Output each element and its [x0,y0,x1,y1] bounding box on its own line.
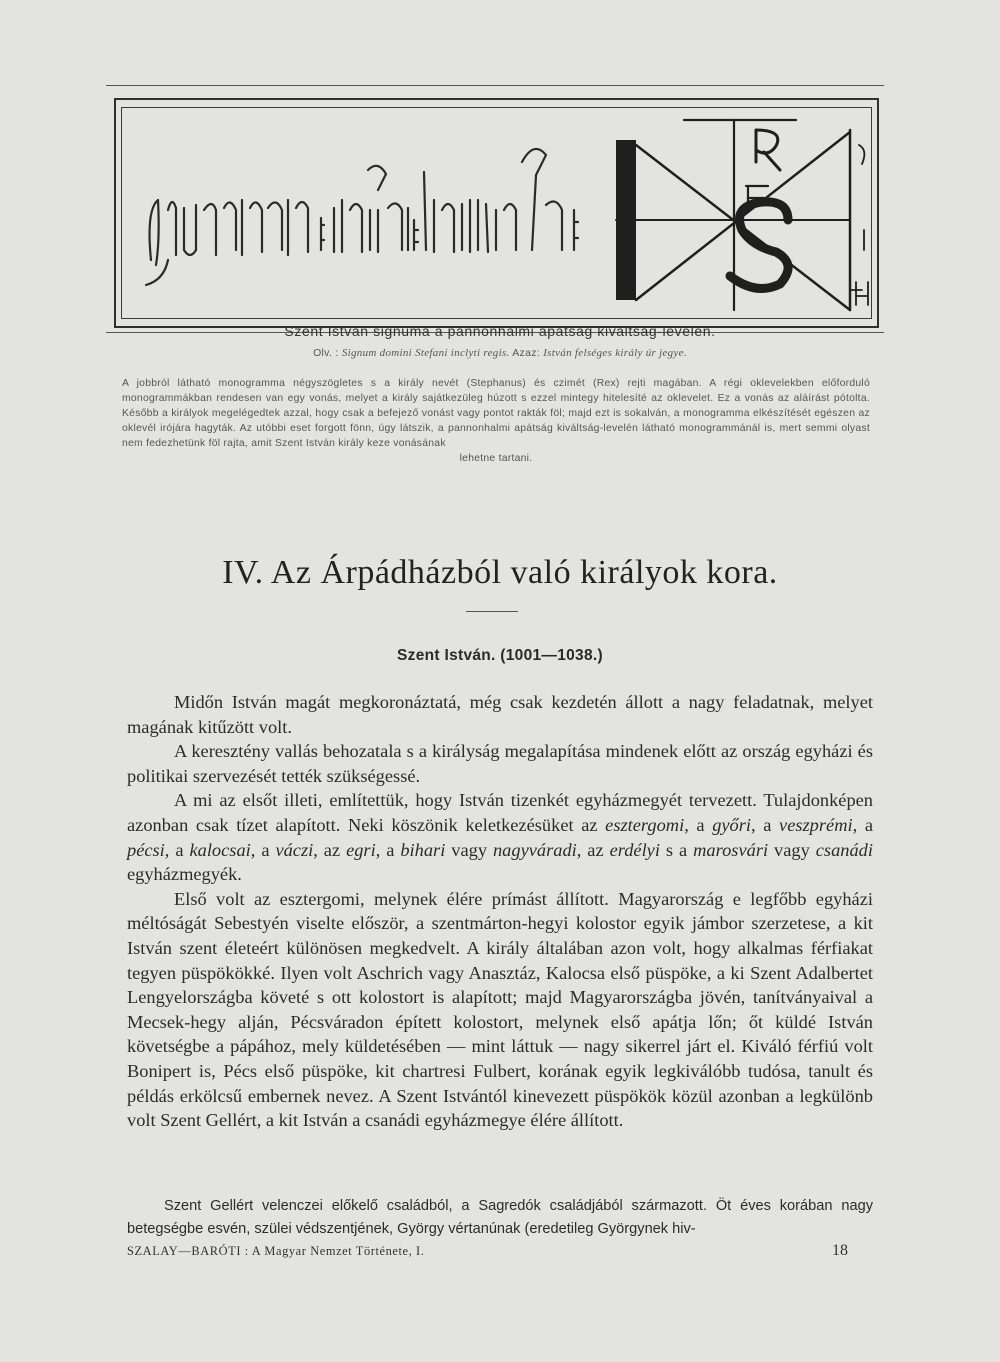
signum-figure [114,98,879,328]
paragraph-5: Szent Gellért velenczei előkelő családból, a Sagredók családjából származott. Öt éves korában nagy betegségbe esvén, szülei védszentjének, György vértanúnak (eredetileg Györgynek hiv- [127,1198,873,1237]
diocese-name: váczi [275,839,314,860]
signum-monogram-illustration [116,100,881,330]
diocese-name: csanádi [815,839,873,860]
diocese-name: nagyváradi [492,839,577,860]
figure-note-last: lehetne tartani. [459,452,533,464]
reading-latin: Signum domini Stefani inclyti regis. [341,347,510,359]
figure-note-main: A jobbról látható monogramma négyszögletes s a király nevét (Stephanus) és czimét (Rex) rejti magában. A régi oklevelekben előforduló monogrammákban rendesen van egy vonás, melyet a király sajátkezüleg húzott s ezzel mintegy hitelesíté az oklevelet. Ez a vonás az aláírást pótolta. Később a királyok megelégedtek azzal, hogy csak a befejező vonást vagy pontot rakták föl; majd ezt is sokalván, a monogramma elkészítését egészen az oklevél irójára hagyták. Az utóbbi eset forgott fönn, úgy látszik, a pannonhalmi apátság kiváltság-levelén látható monogrammánál is, mert semmi olyast nem fedezhetünk föl rajta, amit Szent István király keze vonásának [122,378,870,449]
main-text [127,690,873,1133]
paragraph-3-end: egyházmegyék. [127,864,242,885]
paragraph-4: Első volt az esztergomi, melynek élére prímást állított. Magyarország e legfőbb egyházi méltóságát Sebestyén viselte először, a szentmárton-hegyi kolostor egyik jámbor szerzetese, a kit István szent életeért különösen megkedvelt. A király általában azon volt, hogy alkalmas férfiakat tegyen püspökökké. Ilyen volt Aschrich vagy Anasztáz, Kalocsa első püspöke, a ki Szent Adalbertet Lengyelországba követé s ott kolostort is alapított; majd Magyarországba jövén, tanítványaival a Mecsek-hegy alján, Pécsváradon épített kolostort, melynek első apátja lőn; őt küldé István követségbe a pápához, mely küldetésében — mint láttuk — nagy sikerrel járt el. Kiváló férfiú volt Bonipert is, Pécs első püspöke, kit chartresi Fulbert, korának egyik legkiválóbb tudósa, tanult és példás erkölcsű embernek nevez. A Szent Istvántól kinevezett püspökök közül azonban a legkülönb volt Szent Gellért, a kit István a csanádi egyházmegye élére állított. [127,888,873,1131]
section-title: Szent István. (1001—1038.) [397,647,603,664]
chapter-title: IV. Az Árpádházból való királyok kora. [222,554,778,591]
footer-source: SZALAY—BARÓTI : A Magyar Nemzet Története, I. [127,1244,425,1258]
figure-note [122,377,870,466]
diocese-name: esztergomi [605,814,685,835]
diocese-name: erdélyi [609,839,660,860]
page-number: 18 [832,1242,848,1259]
paragraph-1: Midőn István magát megkoronáztatá, még csak kezdetén állott a nagy feladatnak, melyet magának kitűzött volt. [127,692,873,737]
figure-reading [0,347,1000,359]
reading-prefix: Olv. : [313,347,339,359]
paragraph-3-text: A mi az elsőt illeti, említettük, hogy István tizenkét egyházmegyét tervezett. Tulajdonképen azonban csak tízet alapított. Neki köszönik keletkezésüket az [127,790,873,835]
reading-hungarian: István felséges király úr jegye. [543,347,687,359]
chapter-divider [466,611,518,612]
paragraph-3: A mi az elsőt illeti, említettük, hogy István tizenkét egyházmegyét tervezett. Tulajdonképen azonban csak tízet alapított. Neki köszönik keletkezésüket az esztergomi, a győri, a veszprémi, a pécsi, a kalocsai, a váczi, az egri, a bihari vagy nagyváradi, az erdélyi s a marosvári vagy csanádi egyházmegyék. [127,790,873,885]
small-print-text [127,1195,873,1240]
diocese-name: kalocsai [189,839,251,860]
diocese-name: veszprémi [779,814,853,835]
diocese-name: pécsi [127,839,165,860]
reading-mid: Azaz: [512,347,540,359]
figure-caption-title: Szent István signuma a pannonhalmi apátság kiváltság-levelén. [284,323,716,339]
diocese-name: egri [346,839,376,860]
frame-top-rule [106,85,884,86]
diocese-name: marosvári [693,839,769,860]
paragraph-2: A keresztény vallás behozatala s a királyság megalapítása mindenek előtt az ország egyházi és politikai szervezését tették szükségessé. [127,741,873,786]
diocese-name: bihari [400,839,446,860]
diocese-name: győri [712,814,752,835]
